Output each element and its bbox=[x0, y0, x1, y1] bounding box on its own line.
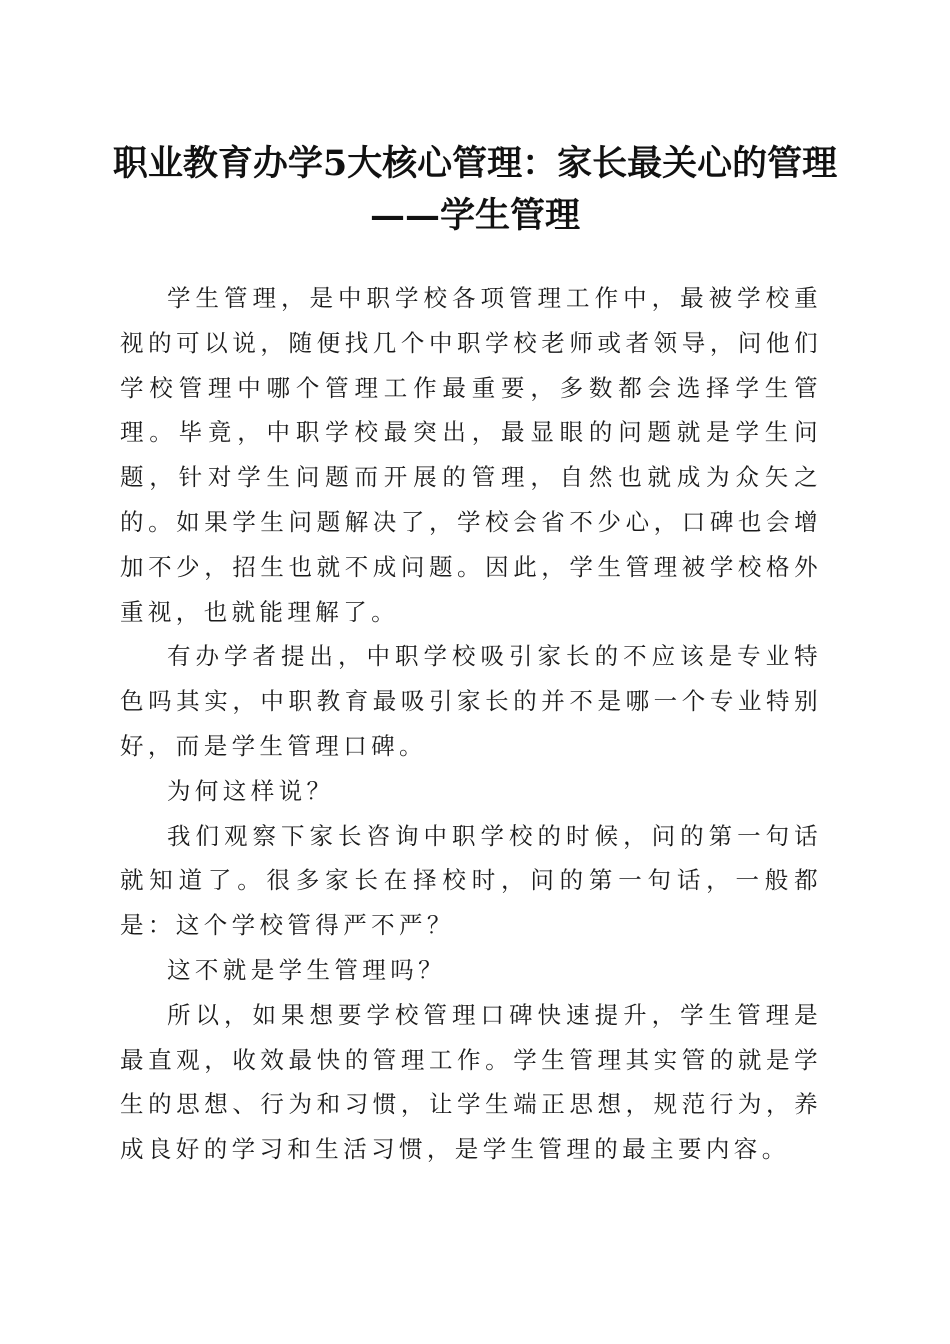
paragraph: 所以，如果想要学校管理口碑快速提升，学生管理是最直观，收效最快的管理工作。学生管理其实管的就是学生的思想、行为和习惯，让学生端正思想，规范行为，养成良好的学习和生活习惯，是学生管理的最主要内容。 bbox=[120, 1000, 822, 1164]
paragraph: 为何这样说？ bbox=[167, 776, 335, 805]
paragraph: 学生管理，是中职学校各项管理工作中，最被学校重视的可以说，随便找几个中职学校老师或者领导，问他们学校管理中哪个管理工作最重要，多数都会选择学生管理。毕竟，中职学校最突出，最显眼的问题就是学生问题，针对学生问题而开展的管理，自然也就成为众矢之的。如果学生问题解决了，学校会省不少心，口碑也会增加不少，招生也就不成问题。因此，学生管理被学校格外重视，也就能理解了。 bbox=[120, 284, 822, 626]
paragraph: 这不就是学生管理吗？ bbox=[167, 955, 446, 984]
paragraph: 有办学者提出，中职学校吸引家长的不应该是专业特色吗其实，中职教育最吸引家长的并不是哪一个专业特别好，而是学生管理口碑。 bbox=[120, 642, 822, 760]
document-title: 职业教育办学5大核心管理：家长最关心的管理——学生管理 bbox=[112, 143, 838, 236]
document-body bbox=[120, 276, 822, 1172]
paragraph: 我们观察下家长咨询中职学校的时候，问的第一句话就知道了。很多家长在择校时，问的第一句话，一般都是：这个学校管得严不严？ bbox=[120, 821, 822, 940]
